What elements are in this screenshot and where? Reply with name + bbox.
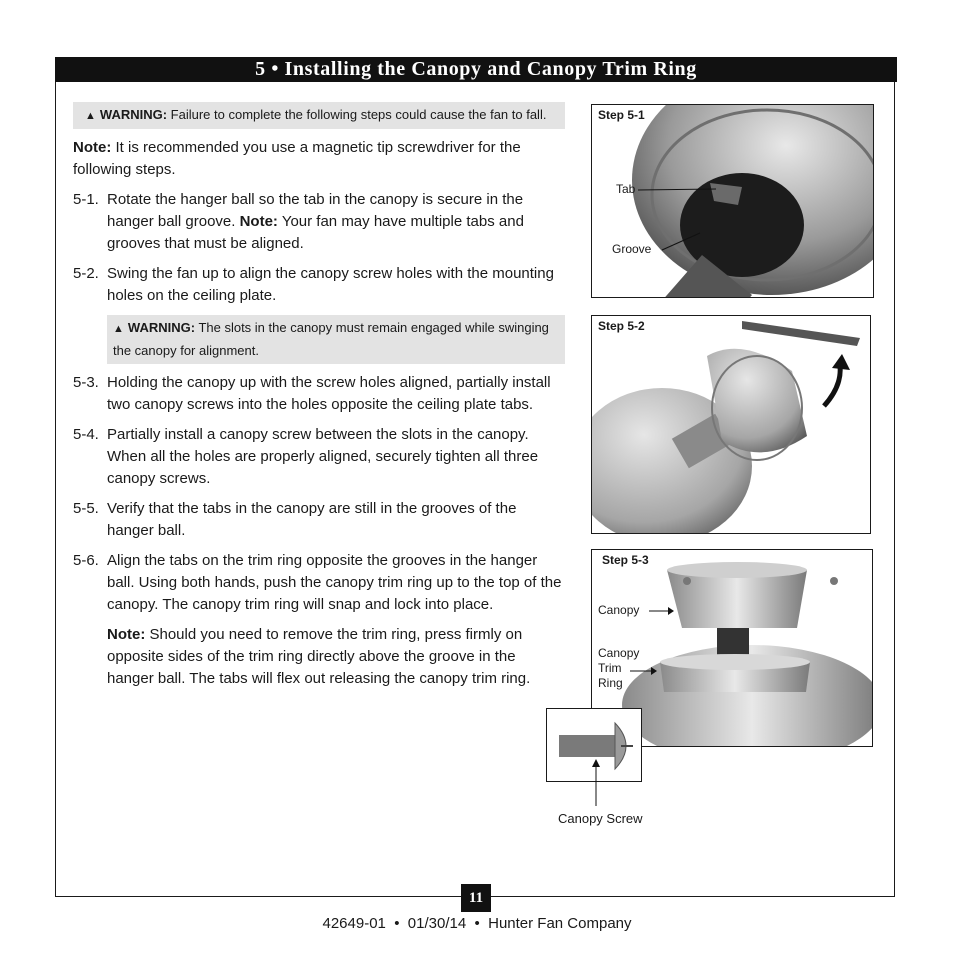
callout-tab: Tab (616, 182, 636, 196)
note-label: Note: (107, 626, 146, 643)
warning-triangle-icon: ▲ (113, 323, 124, 335)
step-text: Partially install a canopy screw between the slots in the canopy. When all the holes are properly aligned, securely tighten all three canopy screws. (107, 426, 539, 487)
step-number: 5-1. (73, 191, 99, 208)
step-5-2 (73, 263, 565, 307)
warning-label: WARNING: (127, 320, 196, 335)
warning-box-1 (73, 102, 565, 129)
step-5-2-illustration (592, 316, 871, 534)
step-5-6 (73, 550, 565, 616)
step-5-3 (73, 372, 565, 416)
step-text: Holding the canopy up with the screw holes aligned, partially install two canopy screws into the holes opposite the ceiling plate tabs. (107, 374, 551, 413)
intro-note (73, 137, 565, 181)
warning-text: Failure to complete the following steps could cause the fan to fall. (167, 107, 547, 122)
instructions-column (73, 102, 565, 698)
note-text: Should you need to remove the trim ring, press firmly on opposite sides of the trim ring directly above the groove in the hanger ball. The tabs will flex out releasing the canopy trim ring. (107, 626, 531, 687)
step-5-5 (73, 498, 565, 542)
warning-triangle-icon: ▲ (85, 110, 96, 122)
warning-label: WARNING: (99, 107, 168, 122)
figure-step-5-1 (591, 104, 874, 298)
step-number: 5-2. (73, 265, 99, 282)
figure-label: Step 5-1 (598, 108, 645, 122)
note-label: Note: (239, 213, 278, 230)
final-note (107, 624, 565, 690)
note-text: It is recommended you use a magnetic tip screwdriver for the following steps. (73, 139, 521, 178)
callout-trim-line-1: Canopy (598, 646, 640, 660)
callout-trim-ring (598, 646, 639, 691)
note-text: Your fan may have multiple tabs and grooves that must be aligned. (107, 213, 524, 252)
step-text (107, 189, 565, 255)
step-body: Rotate the hanger ball so the tab in the canopy is secure in the hanger ball groove. (107, 191, 524, 230)
step-5-4 (73, 424, 565, 490)
page-number: 11 (461, 884, 491, 912)
callout-trim-line-3: Ring (598, 676, 623, 690)
warning-indent (107, 315, 565, 364)
step-number: 5-3. (73, 374, 99, 391)
section-title: 5 • Installing the Canopy and Canopy Trim Ring (55, 57, 897, 82)
figure-label: Step 5-2 (598, 319, 645, 333)
screw-callout-arrow (590, 758, 602, 808)
step-text: Swing the fan up to align the canopy screw holes with the mounting holes on the ceiling plate. (107, 265, 554, 304)
step-text: Verify that the tabs in the canopy are still in the grooves of the hanger ball. (107, 500, 517, 539)
callout-trim-line-2: Trim (598, 661, 622, 675)
step-5-1 (73, 189, 565, 255)
callout-groove: Groove (612, 242, 652, 256)
step-number: 5-4. (73, 426, 99, 443)
callout-canopy-screw: Canopy Screw (558, 811, 643, 826)
warning-box-2 (107, 315, 565, 364)
figure-step-5-2 (591, 315, 871, 534)
step-number: 5-6. (73, 552, 99, 569)
figure-label: Step 5-3 (602, 553, 649, 567)
step-number: 5-5. (73, 500, 99, 517)
note-label: Note: (73, 139, 112, 156)
callout-lines (592, 105, 874, 298)
footer: 42649-01 • 01/30/14 • Hunter Fan Company (322, 915, 632, 932)
step-text: Align the tabs on the trim ring opposite the grooves in the hanger ball. Using both hands, push the canopy trim ring up to the top of the canopy. The canopy trim ring will snap and lock into place. (107, 552, 562, 613)
callout-canopy: Canopy (598, 603, 640, 617)
warning-text: The slots in the canopy must remain engaged while swinging the canopy for alignment. (113, 320, 549, 358)
